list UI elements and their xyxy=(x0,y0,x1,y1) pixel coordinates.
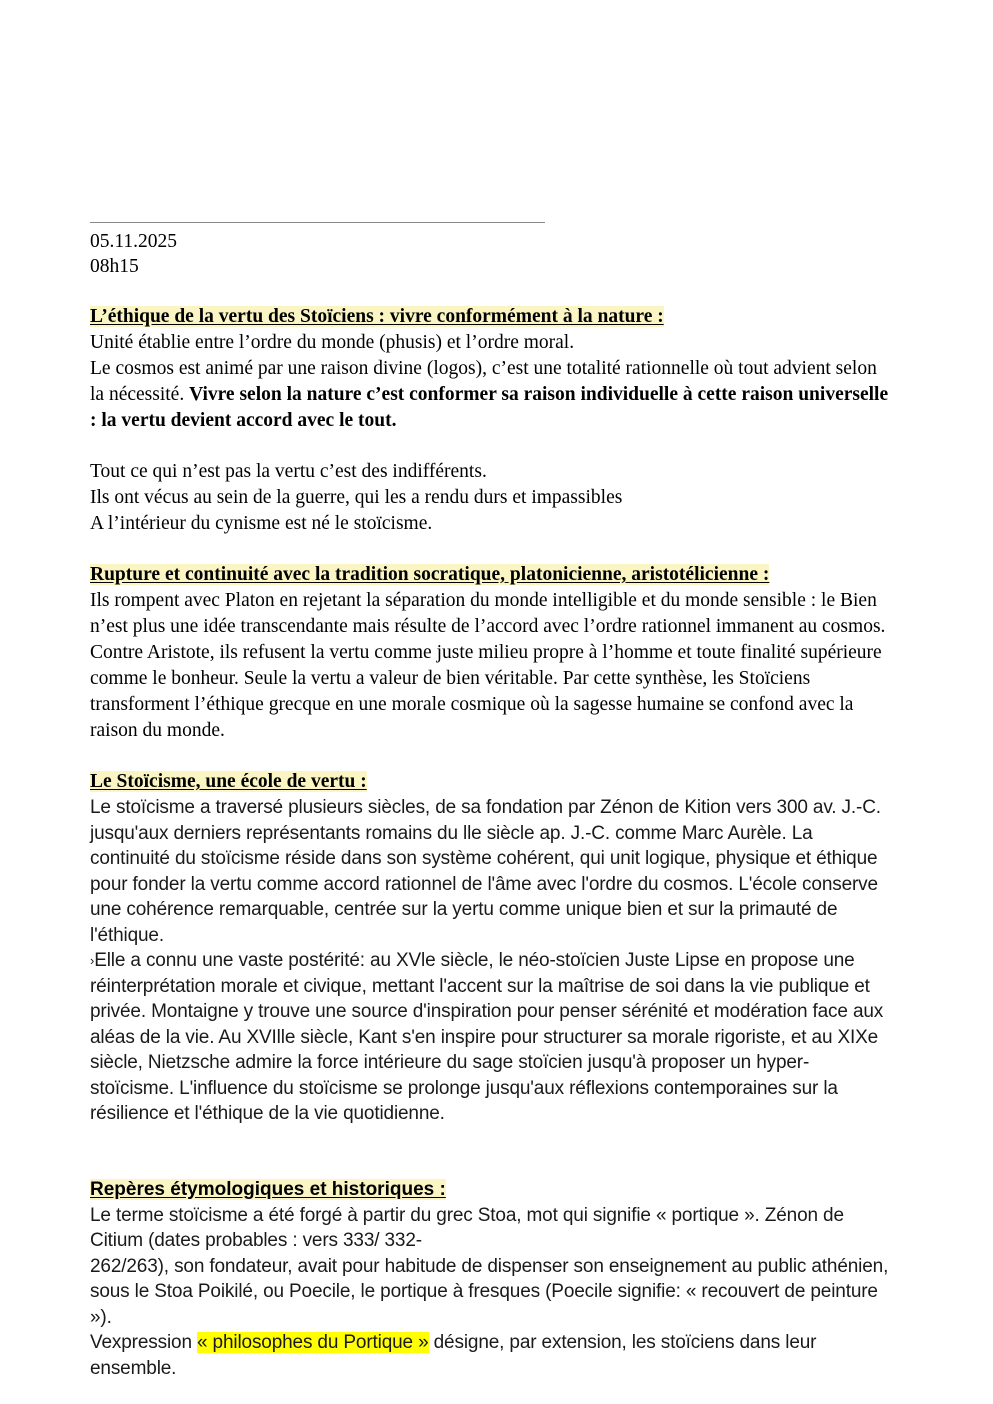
section-ethique-vertu-stoiciens xyxy=(90,304,890,537)
spacer xyxy=(90,279,890,304)
document-time: 08h15 xyxy=(90,256,139,277)
section-body xyxy=(90,330,890,537)
paragraph-run: désigne, par extension, les stoïciens dans leur ensemble. xyxy=(90,1332,817,1379)
section-heading-text: Rupture et continuité avec la tradition socratique, platonicienne, aristotélicienne : xyxy=(90,564,770,585)
paragraph-run: Vexpression xyxy=(90,1332,197,1353)
paragraph-run: Elle a connu une vaste postérité: au XVle siècle, le néo-stoïcien Juste Lipse en propose une réinterprétation morale et civique, mettant l'accent sur la maîtrise de soi dans la vie publique et privée. Montaigne y trouve une source d'inspiration pour penser sérénité et modération face aux aléas de la vie. Au XVIlle siècle, Kant s'en inspire pour structurer sa morale rigoriste, et au XIXe siècle, Nietzsche admire la force intérieure du sage stoïcien jusqu'à proposer un hyper-stoïcisme. L'influence du stoïcisme se prolonge jusqu'aux réflexions contemporaines sur la résilience et l'éthique de la vie quotidienne. xyxy=(90,950,884,1124)
spacer xyxy=(90,537,890,562)
header-divider xyxy=(90,222,545,223)
paragraph: Ils ont vécus au sein de la guerre, qui les a rendu durs et impassibles xyxy=(90,487,623,508)
section-heading xyxy=(90,769,890,795)
paragraph: Ils rompent avec Platon en rejetant la séparation du monde intelligible et du monde sensible : le Bien n’est plus une idée transcendante mais résulte de l’accord avec l’ordre rationnel immanent au cosmos. xyxy=(90,590,886,637)
spacer xyxy=(90,744,890,769)
highlighted-phrase: « philosophes du Portique » xyxy=(197,1332,429,1353)
paragraph: Le terme stoïcisme a été forgé à partir du grec Stoa, mot qui signifie « portique ». Zénon de Citium (dates probables : vers 333/ 332- xyxy=(90,1204,844,1251)
section-body xyxy=(90,588,890,744)
section-body xyxy=(90,1203,890,1382)
spacer xyxy=(90,1127,890,1177)
paragraph: Tout ce qui n’est pas la vertu c’est des indifférents. xyxy=(90,461,487,482)
section-heading xyxy=(90,562,890,588)
paragraph xyxy=(90,1330,890,1381)
paragraph: A l’intérieur du cynisme est né le stoïcisme. xyxy=(90,513,433,534)
paragraph: Contre Aristote, ils refusent la vertu comme juste milieu propre à l’homme et toute finalité supérieure comme le bonheur. Seule la vertu a valeur de bien véritable. Par cette synthèse, les Stoïciens transforment l’éthique grecque en une morale cosmique où la sagesse humaine se confond avec la raison du monde. xyxy=(90,642,882,741)
chevron-right-icon: › xyxy=(90,953,95,968)
section-ecole-de-vertu xyxy=(90,769,890,1127)
section-heading-text: Repères étymologiques et historiques : xyxy=(90,1178,446,1200)
section-heading xyxy=(90,1177,890,1203)
paragraph: 262/263), son fondateur, avait pour habitude de dispenser son enseignement au public athénien, sous le Stoa Poikilé, ou Poecile, le portique à fresques (Poecile signifie: « recouvert de peinture »). xyxy=(90,1255,889,1328)
paragraph: Unité établie entre l’ordre du monde (phusis) et l’ordre moral. xyxy=(90,332,575,353)
paragraph xyxy=(90,356,890,434)
document-content xyxy=(90,222,890,1381)
section-rupture-continuite xyxy=(90,562,890,744)
section-heading-text: Le Stoïcisme, une école de vertu : xyxy=(90,771,367,792)
section-heading-text: L’éthique de la vertu des Stoïciens : vivre conformément à la nature : xyxy=(90,306,664,327)
section-heading xyxy=(90,304,890,330)
document-date: 05.11.2025 xyxy=(90,231,178,252)
section-body xyxy=(90,795,890,1127)
paragraph-run: Le cosmos est animé par une raison divine (logos), c’est une totalité rationnelle où tout advient selon la nécessité. xyxy=(90,358,877,405)
section-reperes-etymologiques xyxy=(90,1177,890,1382)
paragraph xyxy=(90,948,890,1127)
paragraph: Le stoïcisme a traversé plusieurs siècles, de sa fondation par Zénon de Kition vers 300 av. J.-C. jusqu'aux derniers représentants romains du lle siècle ap. J.-C. comme Marc Aurèle. La continuité du stoïcisme réside dans son système cohérent, qui unit logique, physique et éthique pour fonder la vertu comme accord rationnel de l'âme avec l'ordre du cosmos. L'école conserve une cohérence remarquable, centrée sur la yertu comme unique bien et sur la primauté de l'éthique. xyxy=(90,797,881,946)
paragraph-run-bold: Vivre selon la nature c’est conformer sa raison individuelle à cette raison universelle : la vertu devient accord avec le tout. xyxy=(90,384,889,431)
spacer xyxy=(90,434,890,459)
